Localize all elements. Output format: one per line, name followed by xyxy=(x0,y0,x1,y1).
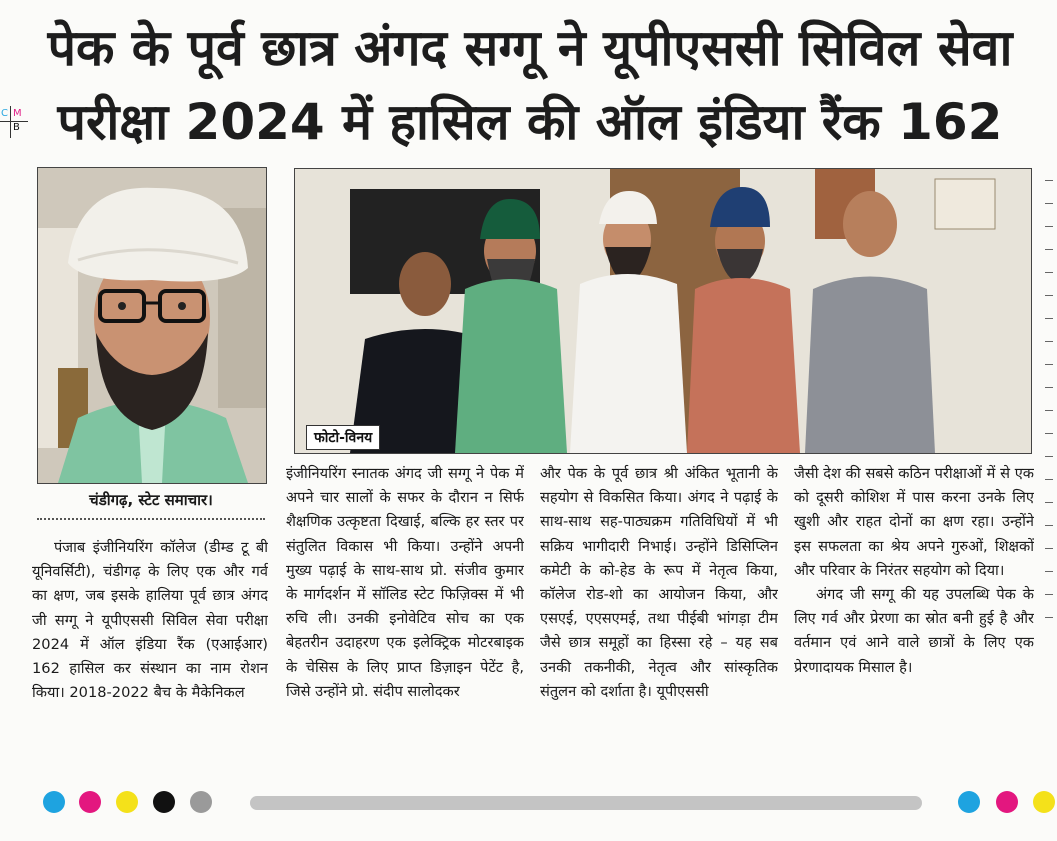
article-paragraph: और पेक के पूर्व छात्र श्री अंकित भूतानी के सहयोग से विकसित किया। अंगद ने पढ़ाई के साथ-साथ सह-पाठ्यक्रम गतिविधियों में भी सक्रिय भागीदारी निभाई। उन्होंने डिसिप्लिन कमेटी के को-हेड के रूप में नेतृत्व किया, कॉलेज रोड-शो का आयोजन किया, और एसएई, एएसएमई, तथा पीईबी भांगड़ा टीम जैसे छात्र समूहों का हिस्सा रहे – यह सब उनकी तकनीकी, नेतृत्व और सांस्कृतिक संतुलन को दर्शाता है। यूपीएससी xyxy=(540,465,778,700)
group-illustration xyxy=(295,169,1031,453)
headline-line-1: पेक के पूर्व छात्र अंगद सग्गू ने यूपीएससी सिविल सेवा xyxy=(47,19,1013,77)
dateline: चंडीगढ़, स्टेट समाचार। xyxy=(89,491,213,509)
article-column-2 xyxy=(286,462,524,762)
article-column-1 xyxy=(32,536,268,764)
edge-tick-marks xyxy=(1045,180,1057,780)
group-photo xyxy=(294,168,1032,454)
yellow-dot xyxy=(116,791,138,813)
registration-b: B xyxy=(13,122,20,133)
print-color-bar xyxy=(0,793,1057,811)
dotted-divider xyxy=(37,518,265,520)
magenta-dot xyxy=(996,791,1018,813)
cyan-dot xyxy=(43,791,65,813)
cyan-dot xyxy=(958,791,980,813)
headline-line-2: परीक्षा 2024 में हासिल की ऑल इंडिया रैंक 162 xyxy=(57,93,1003,151)
black-dot xyxy=(153,791,175,813)
registration-c: C xyxy=(1,108,8,119)
article-paragraph: पंजाब इंजीनियरिंग कॉलेज (डीम्ड टू बी यूनिवर्सिटी), चंडीगढ़ के लिए एक और गर्व का क्षण, जब इसके हालिया पूर्व छात्र अंगद जी सग्गू ने यूपीएससी सिविल सेवा परीक्षा 2024 में ऑल इंडिया रैंक (एआईआर) 162 हासिल कर संस्थान का नाम रोशन किया। 2018-2022 बैच के मैकेनिकल xyxy=(32,539,268,702)
registration-mark xyxy=(0,106,30,146)
article-column-3 xyxy=(540,462,778,762)
portrait-photo xyxy=(37,167,267,484)
gray-dot xyxy=(190,791,212,813)
article-paragraph: अंगद जी सग्गू की यह उपलब्धि पेक के लिए गर्व और प्रेरणा का स्रोत बनी हुई है और वर्तमान एवं आने वाले छात्रों के लिए एक प्रेरणादायक मिसाल है। xyxy=(794,586,1034,676)
magenta-dot xyxy=(79,791,101,813)
yellow-dot xyxy=(1033,791,1055,813)
article-column-4 xyxy=(794,462,1034,762)
registration-m: M xyxy=(13,108,22,119)
article-paragraph: इंजीनियरिंग स्नातक अंगद जी सग्गू ने पेक में अपने चार सालों के सफर के दौरान न सिर्फ शैक्षणिक उत्कृष्टता दिखाई, बल्कि हर स्तर पर संतुलित विकास भी किया। उन्होंने अपनी मुख्य पढ़ाई के साथ-साथ प्रो. संजीव कुमार के मार्गदर्शन में सॉलिड स्टेट फिज़िक्स में भी रुचि ली। उनकी इनोवेटिव सोच का एक बेहतरीन उदाहरण एक इलेक्ट्रिक मोटरबाइक के चेसिस के लिए प्राप्त डिज़ाइन पेटेंट है, जिसे उन्होंने प्रो. संदीप सालोदकर xyxy=(286,465,524,700)
article-paragraph: जैसी देश की सबसे कठिन परीक्षाओं में से एक को दूसरी कोशिश में पास करना उनके लिए खुशी और राहत दोनों का क्षण रहा। उन्होंने इस सफलता का श्रेय अपने गुरुओं, शिक्षकों और परिवार के निरंतर सहयोग को दिया। xyxy=(794,465,1034,579)
gray-strip xyxy=(250,796,922,810)
photo-credit: फोटो-विनय xyxy=(306,425,380,450)
portrait-illustration xyxy=(38,168,266,483)
